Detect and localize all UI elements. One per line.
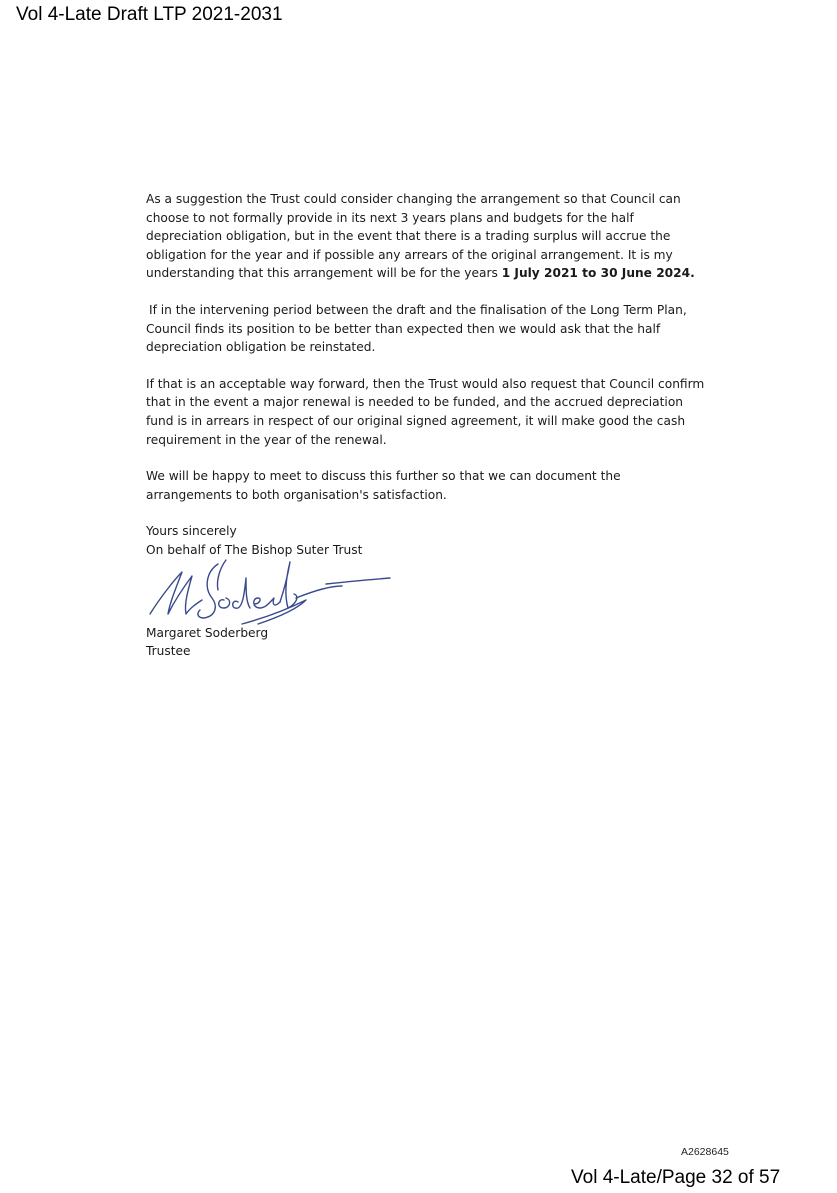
signatory-title: Trustee (146, 644, 191, 659)
letter-paragraph-1 (146, 190, 706, 283)
letter-paragraph-2: If in the intervening period between the draft and the finalisation of the Long Term Plan, Council finds its position to be better than expected then we would ask that the half depreciation obligation be reinstated. (146, 302, 687, 355)
document-reference-number: A2628645 (681, 1146, 729, 1158)
handwritten-signature-icon (146, 554, 396, 628)
letter-paragraph-3: If that is an acceptable way forward, then the Trust would also request that Council confirm that in the event a major renewal is needed to be funded, and the accrued depreciation fund is in arrears in respect of our original signed agreement, it will make good the cash requirement in the year of the renewal. (146, 376, 705, 447)
letter-paragraph-4: We will be happy to meet to discuss this further so that we can document the arrangements to both organisation's satisfaction. (146, 469, 621, 502)
page-header-title: Vol 4-Late Draft LTP 2021-2031 (16, 4, 283, 25)
page-footer-label: Vol 4-Late/Page 32 of 57 (571, 1167, 781, 1188)
signatory-name: Margaret Soderberg (146, 625, 269, 640)
paragraph-1-text: As a suggestion the Trust could consider changing the arrangement so that Council can choose to not formally provide in its next 3 years plans and budgets for the half depreciation obligation, but in the event that there is a trading surplus will accrue the obligation for the year and if possible any arrears of the original arrangement. It is my understanding that this arrangement will be for the years (146, 192, 681, 281)
on-behalf-line: On behalf of The Bishop Suter Trust (146, 542, 363, 557)
letter-closing (146, 522, 706, 660)
closing-salutation: Yours sincerely (146, 524, 237, 539)
letter-body (146, 190, 706, 661)
paragraph-1-date-range: 1 July 2021 to 30 June 2024. (501, 266, 695, 281)
